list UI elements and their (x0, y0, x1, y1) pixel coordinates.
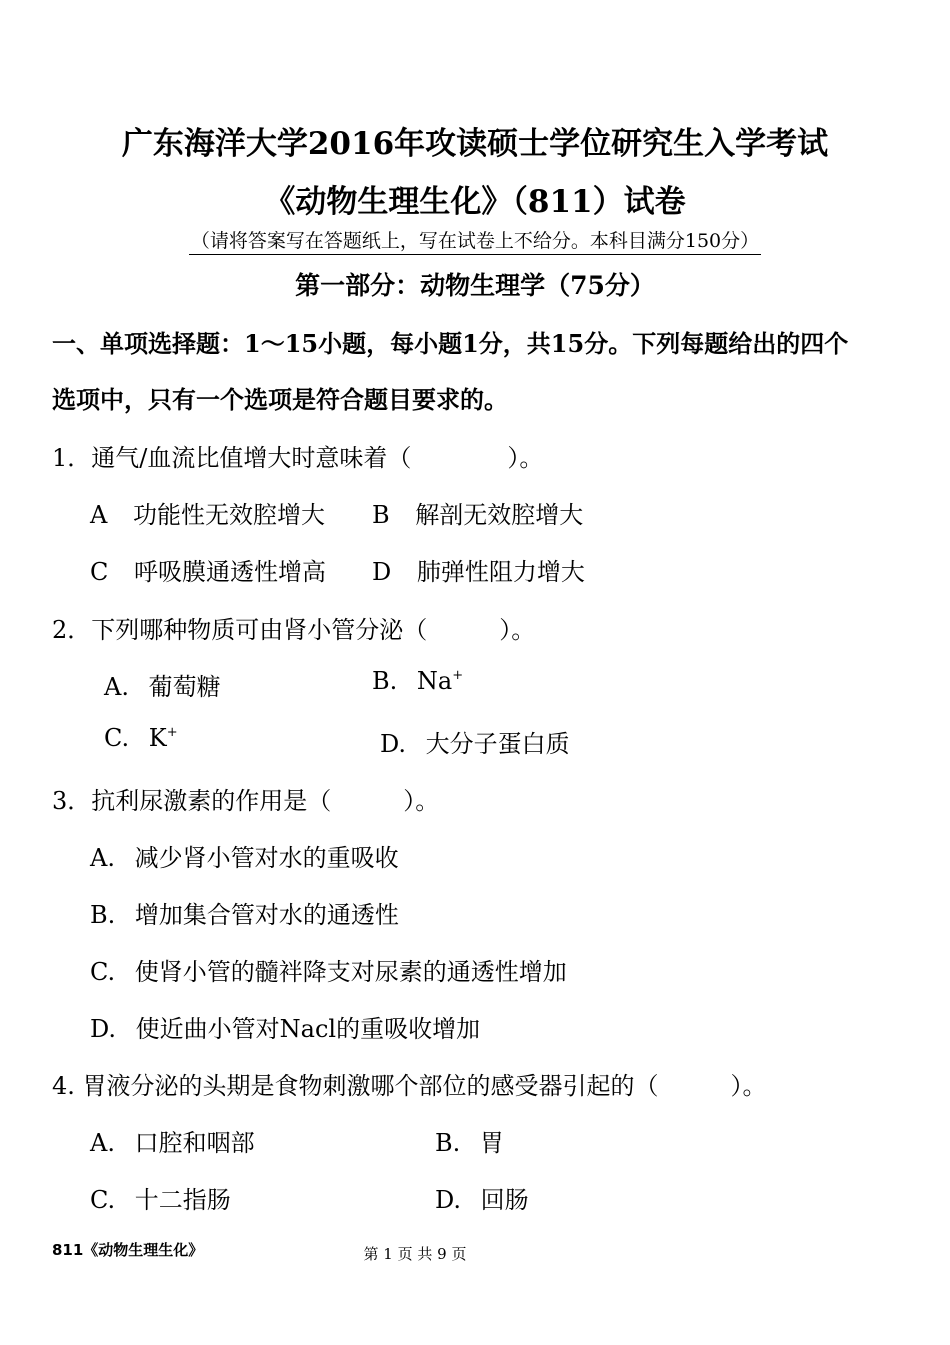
section-instruction-line1: 一、单项选择题：1～15小题，每小题1分，共15分。下列每题给出的四个 (52, 329, 849, 358)
option-text: 回肠 (480, 1186, 529, 1214)
option-label: A. (90, 1129, 115, 1157)
question-4-option-d (435, 1180, 529, 1215)
option-text: K (148, 724, 167, 752)
option-label: A (90, 501, 108, 529)
option-label: D. (380, 730, 407, 758)
question-1-option-a (90, 495, 325, 530)
question-3-option-a (90, 838, 399, 873)
option-label: B. (372, 667, 398, 695)
section-instruction-line2: 选项中，只有一个选项是符合题目要求的。 (52, 385, 508, 414)
superscript: + (452, 668, 464, 683)
option-text: 使近曲小管对Nacl的重吸收增加 (135, 1015, 481, 1043)
exam-note-text: （请将答案写在答题纸上，写在试卷上不给分。本科目满分150分） (189, 226, 761, 255)
option-label: D. (90, 1015, 117, 1043)
option-text: 使肾小管的髓袢降支对尿素的通透性增加 (134, 958, 567, 986)
exam-title-line2: 《动物生理生化》（811）试卷 (264, 184, 686, 220)
question-3-stem: 3．抗利尿激素的作用是（ ）。 (52, 787, 440, 815)
question-3-option-d (90, 1009, 480, 1044)
option-label: A. (104, 673, 129, 701)
option-label: C. (104, 724, 130, 752)
question-4-option-b (435, 1123, 504, 1158)
option-text: 十二指肠 (134, 1186, 231, 1214)
option-label: D (372, 558, 392, 586)
option-text: 增加集合管对水的通透性 (134, 901, 399, 929)
option-label: B (372, 501, 390, 529)
option-label: A. (90, 844, 115, 872)
superscript: + (166, 725, 178, 740)
option-label: B. (435, 1129, 461, 1157)
option-text: 解剖无效腔增大 (415, 501, 584, 529)
option-text: 减少肾小管对水的重吸收 (134, 844, 399, 872)
question-1-option-c (90, 552, 326, 587)
footer-page-indicator: 第 1 页 共 9 页 (363, 1245, 467, 1263)
option-text: 胃 (479, 1129, 504, 1157)
question-2-option-c (104, 724, 178, 752)
question-4-option-c (90, 1180, 231, 1215)
option-text: 葡萄糖 (148, 673, 221, 701)
option-text: Na (416, 667, 453, 695)
option-text: 口腔和咽部 (134, 1129, 255, 1157)
question-2-option-d (380, 724, 570, 759)
exam-note (0, 226, 950, 255)
option-text: 大分子蛋白质 (425, 730, 570, 758)
option-label: B. (90, 901, 116, 929)
option-label: C. (90, 1186, 116, 1214)
question-4-option-a (90, 1123, 255, 1158)
option-label: C. (90, 958, 116, 986)
option-text: 功能性无效腔增大 (132, 501, 325, 529)
option-text: 肺弹性阻力增大 (416, 558, 585, 586)
option-label: C (90, 558, 109, 586)
exam-title-line1: 广东海洋大学2016年攻读硕士学位研究生入学考试 (121, 126, 829, 162)
option-label: D. (435, 1186, 462, 1214)
question-1-stem: 1．通气/血流比值增大时意味着（ ）。 (52, 444, 544, 472)
part-heading: 第一部分：动物生理学（75分） (295, 271, 655, 300)
question-2-option-a (104, 667, 221, 702)
question-2-stem: 2．下列哪种物质可由肾小管分泌（ ）。 (52, 616, 536, 644)
question-3-option-b (90, 895, 399, 930)
footer-subject: 811《动物生理生化》 (52, 1241, 204, 1259)
option-text: 呼吸膜通透性增高 (134, 558, 327, 586)
question-1-option-b (372, 495, 583, 530)
question-1-option-d (372, 552, 585, 587)
question-4-stem: 4. 胃液分泌的头期是食物刺激哪个部位的感受器引起的（ ）。 (52, 1072, 767, 1100)
question-3-option-c (90, 952, 567, 987)
question-2-option-b (372, 667, 463, 695)
